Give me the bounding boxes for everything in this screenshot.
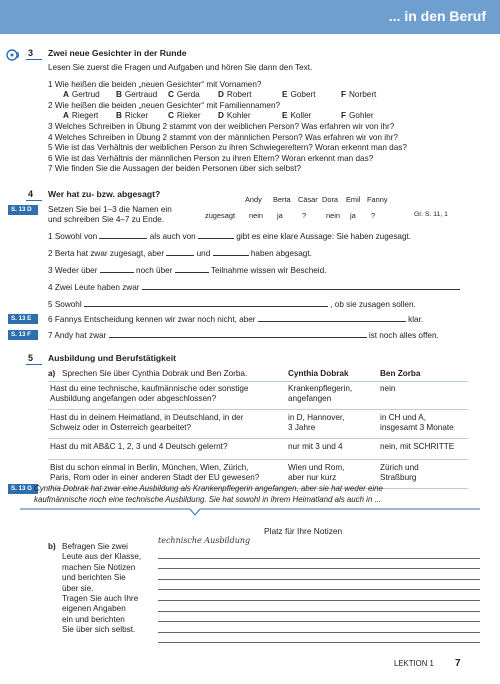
sentence-5-start: 5 Sowohl (48, 300, 82, 309)
option-text: Gertrud (71, 90, 100, 99)
sentence-4-start: 4 Zwei Leute haben zwar (48, 283, 140, 292)
sentence-1-mid: als auch von (149, 232, 196, 241)
answer-cell: nein (326, 211, 340, 220)
sentence-5 (48, 299, 416, 310)
question-4: 4 Welches Schreiben in Übung 2 stammt von der männlichen Person? Was erfahren wir von ihr? (48, 132, 398, 142)
sentence-1-end: gibt es eine klare Aussage: Sie haben zugesagt. (236, 232, 412, 241)
question-5: 5 Wie ist das Verhältnis der weiblichen Person zu ihren Schwiegereltern? Woran erkennt man das? (48, 143, 407, 153)
row-question: Hast du eine technische, kaufmännische oder sonstige (50, 384, 249, 393)
option-text: Gerda (176, 90, 200, 99)
sentence-7-end: ist noch alles offen. (368, 331, 439, 340)
option-letter: C (168, 90, 174, 99)
option-text: Robert (226, 90, 252, 99)
row-label: zugesagt (205, 211, 235, 220)
part-b-line: Sie über sich selbst. (62, 625, 136, 635)
option-letter: B (116, 90, 122, 99)
answer-option (168, 111, 218, 121)
blank-field[interactable] (175, 265, 209, 273)
answer-option (168, 90, 218, 100)
handwritten-note: technische Ausbildung (158, 536, 251, 545)
part-a-label: a) (48, 369, 56, 378)
blank-field[interactable] (142, 282, 460, 290)
ben-answer: insgesamt 3 Monate (380, 423, 454, 432)
answer-cell: ? (302, 211, 307, 220)
page-number: 7 (455, 658, 461, 669)
note-line[interactable] (158, 559, 480, 570)
answer-option (218, 111, 282, 121)
note-line[interactable] (158, 633, 480, 644)
sentence-6-end: klar. (408, 315, 424, 324)
reference-tag[interactable]: S. 13 F (8, 330, 38, 340)
part-a-instruction: Sprechen Sie über Cynthia Dobrak und Ben Zorba. (62, 369, 248, 378)
name-header: Berta (273, 195, 291, 204)
part-b-instruction (62, 542, 141, 636)
row-question: Schweiz oder in Österreich gearbeitet? (50, 423, 192, 432)
sentence-1 (48, 231, 411, 242)
interview-table (48, 384, 468, 492)
table-divider (48, 409, 468, 410)
sentence-6 (48, 314, 423, 325)
part-b-line: Befragen Sie zwei (62, 542, 128, 551)
answer-option (282, 111, 341, 121)
table-divider (48, 438, 468, 439)
exercise-title: Zwei neue Gesichter in der Runde (48, 48, 187, 58)
answer-option (63, 90, 116, 100)
blank-field[interactable] (258, 314, 406, 322)
answer-option (116, 90, 168, 100)
question-2: 2 Wie heißen die beiden „neuen Gesichter“ mit Familiennamen? (48, 101, 281, 110)
blank-field[interactable] (100, 265, 134, 273)
ben-answer: Straßburg (380, 473, 417, 482)
row-question: Hast du mit AB&C 1, 2, 3 und 4 Deutsch gelernt? (50, 442, 228, 451)
notes-area[interactable] (158, 548, 480, 643)
option-text: Riegert (71, 111, 99, 120)
table-divider (48, 459, 468, 460)
answer-cell: ja (350, 211, 356, 220)
questions-3-to-7 (48, 122, 407, 175)
option-letter: B (116, 111, 122, 120)
part-b-line: eigenen Angaben (62, 604, 126, 614)
table-row (48, 413, 468, 438)
option-text: Koller (290, 111, 312, 120)
ben-answer: nein, mit SCHRITTE (380, 442, 455, 451)
sentence-6-start: 6 Fannys Entscheidung kennen wir zwar noch nicht, aber (48, 315, 256, 324)
answer-cell: nein (249, 211, 263, 220)
blank-field[interactable] (99, 231, 147, 239)
answer-option (116, 111, 168, 121)
sentence-7-start: 7 Andy hat zwar (48, 331, 107, 340)
note-line[interactable] (158, 601, 480, 612)
note-line[interactable] (158, 580, 480, 591)
part-b-label: b) (48, 542, 56, 551)
row-question: Paris, Rom oder in einer anderen Stadt der EU gewesen? (50, 473, 260, 482)
option-text: Gohler (349, 111, 374, 120)
exercise-number-underline (26, 200, 42, 201)
cynthia-answer: Wien und Rom, (288, 463, 345, 472)
row-question: Ausbildung angefangen oder abgeschlossen? (50, 394, 217, 403)
option-letter: E (282, 111, 288, 120)
sentence-4 (48, 282, 460, 293)
table-row (48, 384, 468, 409)
sentence-2-end: haben abgesagt. (250, 249, 312, 258)
sentence-3-end: Teilnahme wissen wir Bescheid. (210, 266, 327, 275)
row-question: Hast du in deinem Heimatland, in Deutschland, in der (50, 413, 244, 422)
note-line[interactable] (158, 548, 480, 559)
example-text-line-2: kaufmännische noch eine technische Ausbildung. Sie hat sowohl in ihrem Heimatland als auch in ... (34, 495, 382, 504)
sentence-5-end: , ob sie zusagen sollen. (330, 300, 416, 309)
blank-field[interactable] (109, 330, 367, 338)
exercise-number-underline (26, 59, 42, 60)
lesson-label: LEKTION 1 (394, 659, 434, 668)
exercise-number-underline (26, 364, 42, 365)
sentence-2 (48, 248, 312, 259)
divider-arrow (20, 505, 480, 517)
page-title: ... in den Beruf (388, 8, 486, 24)
note-line[interactable] (158, 622, 480, 633)
audio-cd-icon[interactable] (6, 49, 22, 61)
ben-answer: in CH und A, (380, 413, 426, 422)
option-letter: F (341, 90, 347, 99)
sentence-7 (48, 330, 439, 341)
reference-tag[interactable]: S. 13 G (8, 484, 38, 494)
cynthia-answer: in D, Hannover, (288, 413, 345, 422)
exercise-instruction: Setzen Sie bei 1–3 die Namen ein (48, 205, 172, 214)
part-b-line: Tragen Sie auch Ihre (62, 594, 139, 604)
row-question: Bist du schon einmal in Berlin, München, Wien, Zürich, (50, 463, 249, 472)
question-7: 7 Wie finden Sie die Aussagen der beiden Personen über sich selbst? (48, 164, 302, 174)
answer-option (282, 90, 341, 100)
exercise-title: Wer hat zu- bzw. abgesagt? (48, 189, 161, 199)
note-line[interactable] (158, 612, 480, 623)
note-line[interactable] (158, 569, 480, 580)
option-letter: C (168, 111, 174, 120)
exercise-number: 4 (28, 189, 34, 199)
table-row (48, 442, 468, 459)
option-letter: F (341, 111, 347, 120)
answer-option (341, 90, 391, 100)
cynthia-answer: aber nur kurz (288, 473, 337, 482)
question-6: 6 Wie ist das Verhältnis der männlichen Person zu ihren Eltern? Woran erkennt man das? (48, 153, 374, 163)
exercise-number: 5 (28, 353, 34, 363)
part-b-line: und berichten Sie (62, 573, 126, 583)
ben-answer: nein (380, 384, 396, 393)
cynthia-answer: angefangen (288, 394, 332, 403)
name-header: Cäsar (298, 195, 318, 204)
option-letter: D (218, 111, 224, 120)
part-b-line: machen Sie Notizen (62, 562, 136, 572)
name-header: Dora (322, 195, 339, 204)
grammar-reference: Gr. S. 11, 1 (414, 211, 448, 218)
option-text: Gertraud (124, 90, 158, 99)
name-header: Andy (245, 195, 262, 204)
cynthia-answer: nur mit 3 und 4 (288, 442, 343, 451)
exercise-number: 3 (28, 48, 34, 58)
sentence-3-start: 3 Weder über (48, 266, 98, 275)
option-text: Ricker (124, 111, 149, 120)
exercise-instruction: und schreiben Sie 4–7 zu Ende. (48, 215, 165, 224)
option-letter: A (63, 90, 69, 99)
question-1-options (63, 90, 391, 100)
blank-field[interactable] (213, 248, 249, 256)
blank-field[interactable] (166, 248, 194, 256)
option-text: Gobert (290, 90, 316, 99)
column-header-cynthia: Cynthia Dobrak (288, 369, 349, 378)
sentence-3-mid: noch über (136, 266, 173, 275)
option-text: Rieker (176, 111, 201, 120)
notes-title: Platz für Ihre Notizen (264, 526, 343, 536)
part-b-line: Leute aus der Klasse, (62, 552, 142, 562)
name-header: Emil (346, 195, 361, 204)
cynthia-answer: 3 Jahre (288, 423, 316, 432)
reference-tag[interactable]: S. 13 D (8, 205, 38, 215)
option-text: Kohler (226, 111, 251, 120)
option-letter: A (63, 111, 69, 120)
name-header: Fanny (367, 195, 388, 204)
column-header-ben: Ben Zorba (380, 369, 421, 378)
question-2-options (63, 111, 391, 121)
example-text-line-1: Cynthia Dobrak hat zwar eine Ausbildung als Krankenpflegerin angefangen, aber sie hat weder eine (34, 484, 383, 493)
part-b-line: über sie. (62, 583, 94, 593)
answer-option (63, 111, 116, 121)
answer-cell: ? (371, 211, 376, 220)
sentence-1-start: 1 Sowohl von (48, 232, 98, 241)
blank-field[interactable] (84, 299, 328, 307)
answer-cell: ja (277, 211, 283, 220)
option-letter: E (282, 90, 288, 99)
exercise-title: Ausbildung und Berufstätigkeit (48, 353, 176, 363)
answer-option (341, 111, 391, 121)
sentence-3 (48, 265, 326, 276)
option-letter: D (218, 90, 224, 99)
question-3: 3 Welches Schreiben in Übung 2 stammt von der weiblichen Person? Was erfahren wir von ihr? (48, 122, 395, 131)
note-line[interactable] (158, 590, 480, 601)
sentence-2-start: 2 Berta hat zwar zugesagt, aber (48, 249, 165, 258)
blank-field[interactable] (198, 231, 234, 239)
ben-answer: Zürich und (380, 463, 419, 472)
answer-option (218, 90, 282, 100)
part-b-line: ein und berichten (62, 614, 125, 624)
sentence-2-mid: und (196, 249, 211, 258)
question-1: 1 Wie heißen die beiden „neuen Gesichter“ mit Vornamen? (48, 80, 262, 89)
cynthia-answer: Krankenpflegerin, (288, 384, 353, 393)
exercise-instruction: Lesen Sie zuerst die Fragen und Aufgaben und hören Sie dann den Text. (48, 63, 313, 72)
reference-tag[interactable]: S. 13 E (8, 314, 38, 324)
table-divider (48, 381, 468, 382)
option-text: Norbert (349, 90, 377, 99)
